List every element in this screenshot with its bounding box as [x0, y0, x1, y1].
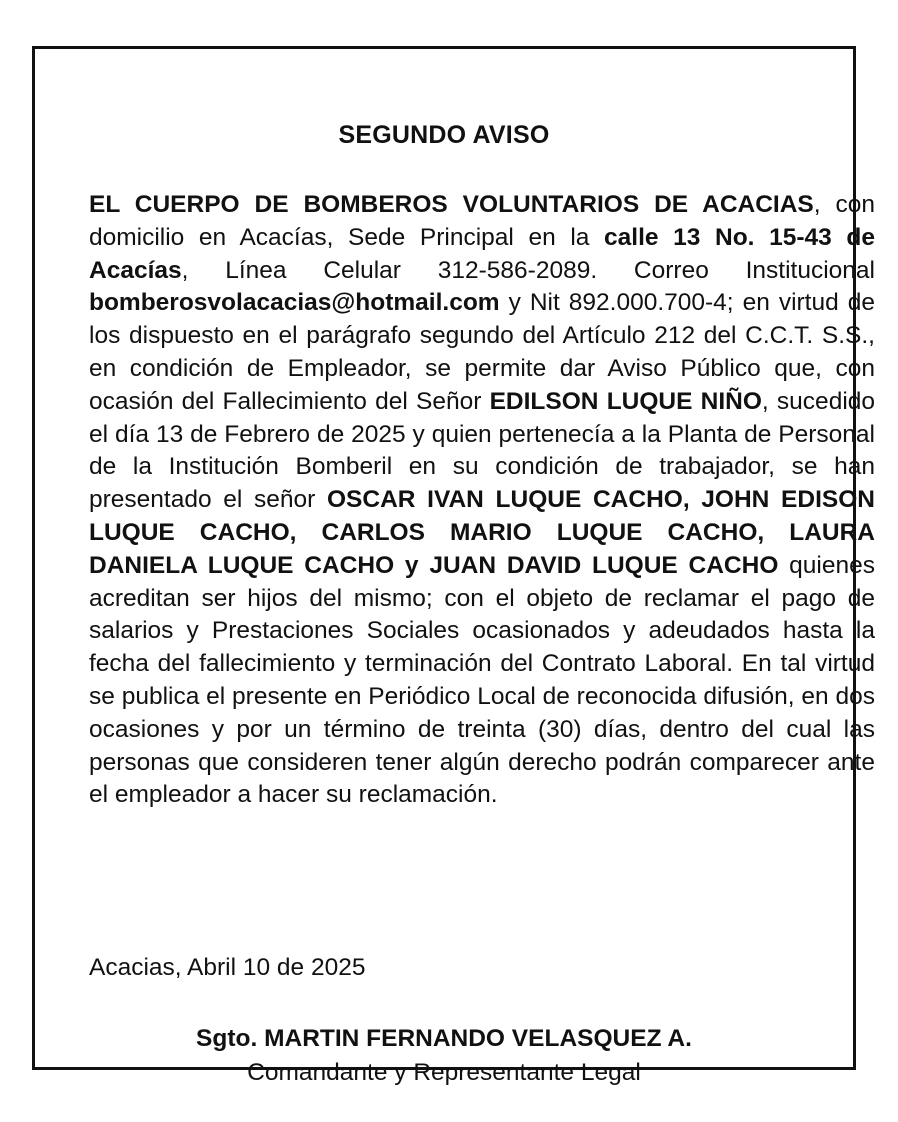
- notice-title: SEGUNDO AVISO: [338, 121, 550, 149]
- organization-name: EL CUERPO DE BOMBEROS VOLUNTARIOS DE ACACIAS: [89, 191, 814, 218]
- body-text-4: , sucedido el día 13 de Febrero de 2025 y quien pertenecía a la Planta de Personal de la Institución Bomberil en su condición de trabajador, se han presentado el señor: [89, 387, 876, 514]
- address: calle 13 No. 15-43 de Acacías: [89, 223, 875, 284]
- notice-frame: [32, 46, 876, 1086]
- body-text-2: , Línea Celular 312-586-2089. Correo Institucional: [181, 256, 875, 284]
- signature-role: Comandante y Representante Legal: [247, 1059, 641, 1086]
- date-line: Acacias, Abril 10 de 2025: [89, 954, 366, 981]
- body-text-1: , con domicilio en Acacías, Sede Principal en la: [89, 191, 875, 251]
- email-address: bomberosvolacacias@hotmail.com: [89, 289, 500, 317]
- body-text-5: quienes acreditan ser hijos del mismo; con el objeto de reclamar el pago de salarios y Prestaciones Sociales ocasionados y adeudados hasta la fecha del fallecimiento y terminación del Contrato Laboral. En tal virtud se publica el presente en Periódico Local de reconocida difusión, en dos ocasiones y por un término de treinta (30) días, dentro del cual las personas que consideren tener algún derecho podrán comparecer ante el empleador a hacer su reclamación.: [89, 551, 875, 809]
- signature-name: Sgto. MARTIN FERNANDO VELASQUEZ A.: [196, 1025, 692, 1052]
- body-text-3: y Nit 892.000.700-4; en virtud de los dispuesto en el parágrafo segundo del Artículo 212 del C.C.T. S.S., en condición de Empleador, se permite dar Aviso Público que, con ocasión del Fallecimiento del Señor: [89, 289, 875, 415]
- deceased-name: EDILSON LUQUE NIÑO: [489, 387, 762, 415]
- heirs-names: OSCAR IVAN LUQUE CACHO, JOHN EDISON LUQUE CACHO, CARLOS MARIO LUQUE CACHO, LAURA DANIELA LUQUE CACHO y JUAN DAVID LUQUE CACHO: [89, 486, 875, 579]
- notice-body: [89, 189, 875, 812]
